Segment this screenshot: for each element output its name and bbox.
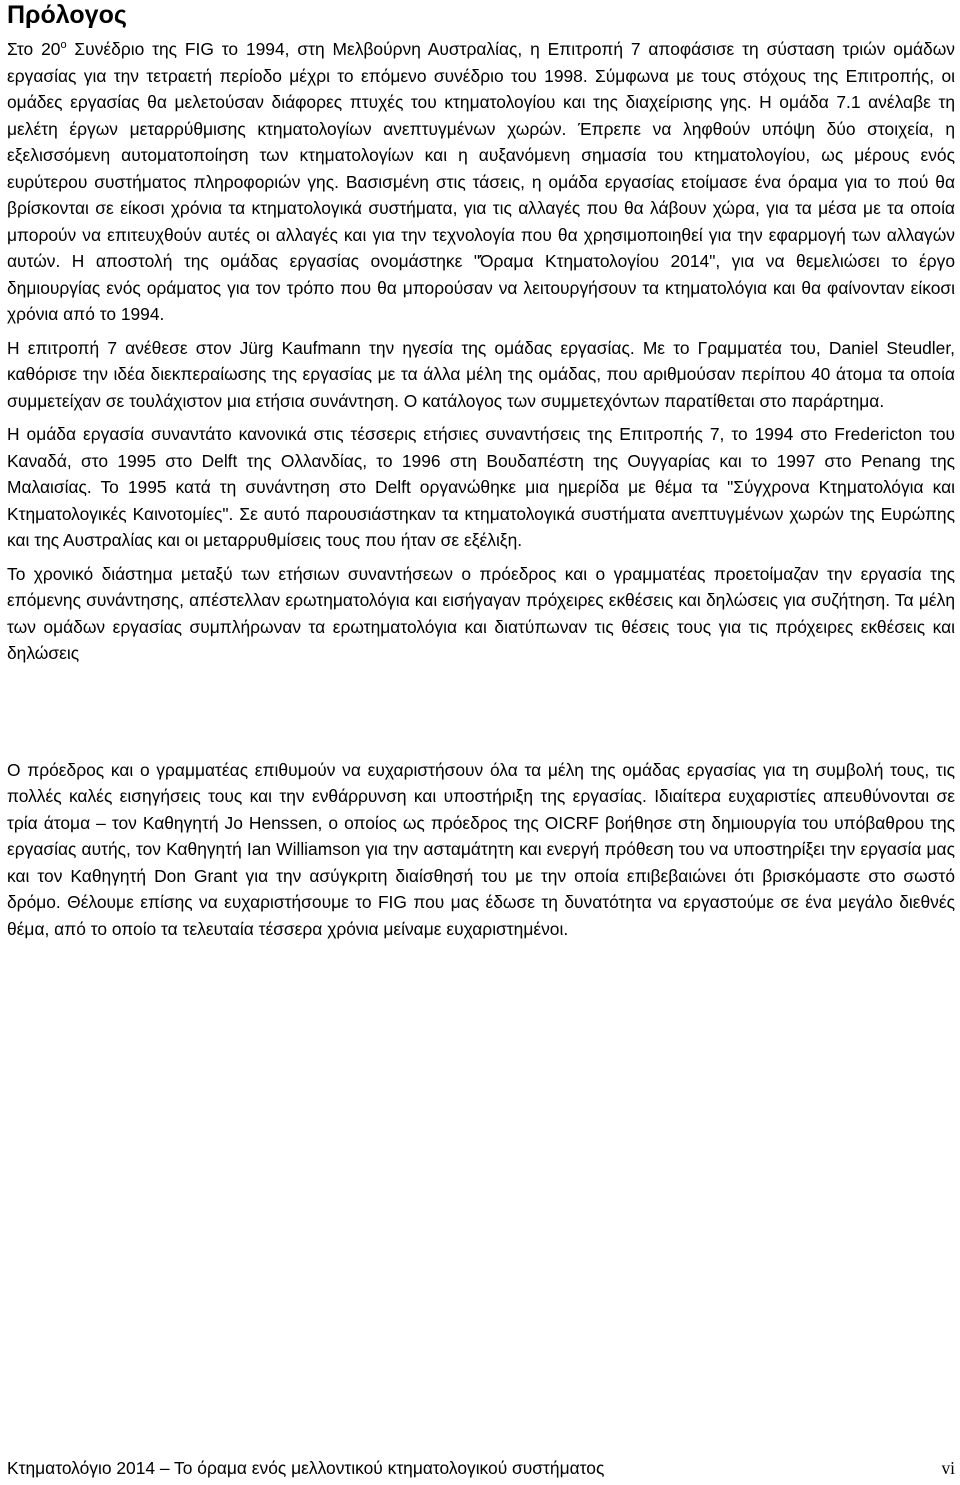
page-number: vi	[941, 1458, 955, 1478]
paragraph-acknowledgements: Ο πρόεδρος και ο γραμματέας επιθυμούν να ευχαριστήσουν όλα τα μέλη της ομάδας εργασίας για τη συμβολή τους, τις πολλές καλές εισηγήσεις τους και την ενθάρρυνση και υποστήριξη της εργασίας. Ιδιαίτερα ευχαριστίες απευθύνονται σε τρία άτομα – τον Καθηγητή Jo Henssen, ο οποίος ως πρόεδρος της OICRF βοήθησε στη δημιουργία του υπόβαθρου της εργασίας αυτής, τον Καθηγητή Ian Williamson για την ασταμάτητη και ενεργή πρόθεση του να υποστηρίξει την εργασία μας και τον Καθηγητή Don Grant για την ασύγκριτη διαίσθησή του με την οποία επιβεβαιώνει ότι βρισκόμαστε στο σωστό δρόμο. Θέλουμε επίσης να ευχαριστήσουμε το FIG που μας έδωσε τη δυνατότητα να εργαστούμε σε ένα μεγάλο διεθνές θέμα, από το οποίο τα τελευταία τέσσερα χρόνια μείναμε ευχαριστημένοι.	[7, 759, 955, 939]
document-page	[7, 0, 955, 942]
paragraph-meetings: Η ομάδα εργασία συναντάτο κανονικά στις τέσσερις ετήσιες συναντήσεις της Επιτροπής 7, το 1994 στο Fredericton του Καναδά, στο 1995 στο Delft της Ολλανδίας, το 1996 στη Βουδαπέστη της Ουγγαρίας και το 1997 στο Penang της Μαλαισίας. Το 1995 κατά τη συνάντηση στο Delft οργανώθηκε μια ημερίδα με θέμα τα "Σύγχρονα Κτηματολόγια και Κτηματολογικές Καινοτομίες". Σε αυτό παρουσιάστηκαν τα κτηματολογικά συστήματα ανεπτυγμένων χωρών της Ευρώπης και της Αυστραλίας και οι μεταρρυθμίσεις τους που ήταν σε εξέλιξη.	[7, 424, 955, 550]
paragraph-leadership: Η επιτροπή 7 ανέθεσε στον Jürg Kaufmann την ηγεσία της ομάδας εργασίας. Με το Γραμματέα του, Daniel Steudler, καθόρισε την ιδέα διεκπεραίωσης της εργασίας με τα άλλα μέλη της ομάδας, που αριθμούσαν περίπου 40 άτομα τα οποία συμμετείχαν σε τουλάχιστον μια ετήσια συνάντηση. Ο κατάλογος των συμμετεχόντων παρατίθεται στο παράρτημα.	[7, 337, 955, 411]
footer-title: Κτηματολόγιο 2014 – Το όραμα ενός μελλοντικού κτηματολογικού συστήματος	[7, 1458, 605, 1478]
paragraph-intro	[7, 36, 955, 328]
page-footer	[7, 1458, 955, 1478]
paragraph-intro-start: Στο 20	[7, 39, 61, 59]
paragraph-intro-rest: Συνέδριο της FIG το 1994, στη Μελβούρνη Αυστραλίας, η Επιτροπή 7 αποφάσισε τη σύσταση τριών ομάδων εργασίας για την τετραετή περίοδο μέχρι το επόμενο συνέδριο του 1998. Σύμφωνα με τους στόχους της Επιτροπής, οι ομάδες εργασίας θα μελετούσαν διάφορες πτυχές του κτηματολογίου και της διαχείρισης γης. Η ομάδα 7.1 ανέλαβε τη μελέτη έργων μεταρρύθμισης κτηματολογίων ανεπτυγμένων χωρών. Έπρεπε να ληφθούν υπόψη δύο στοιχεία, η εξελισσόμενη αυτοματοποίηση των κτηματολογίων και η αυξανόμενη σημασία του κτηματολογίου, ως μέρους ενός ευρύτερου συστήματος πληροφοριών γης. Βασισμένη στις τάσεις, η ομάδα εργασίας ετοίμασε ένα όραμα για το πού θα βρίσκονται σε είκοσι χρόνια τα κτηματολογικά συστήματα, για τις αλλαγές που θα λάβουν χώρα, για τα μέσα με τα οποία μπορούν να επιτευχθούν αυτές οι αλλαγές και για την τεχνολογία που θα χρησιμοποιηθεί για την εφαρμογή των αλλαγών αυτών. Η αποστολή της ομάδας εργασίας ονομάστηκε "Όραμα Κτηματολογίου 2014", για να θεμελιώσει το έργο δημιουργίας ενός οράματος για τον τρόπο που θα μπορούσαν να λειτουργήσουν τα κτηματολόγια και θα φαίνονταν είκοσι χρόνια από το 1994.	[7, 39, 956, 324]
paragraph-interim-work: Το χρονικό διάστημα μεταξύ των ετήσιων συναντήσεων ο πρόεδρος και ο γραμματέας προετοίμαζαν την εργασία της επόμενης συνάντησης, απέστελλαν ερωτηματολόγια και εισήγαγαν πρόχειρες εκθέσεις και δηλώσεις για συζήτηση. Τα μέλη των ομάδων εργασίας συμπλήρωναν τα ερωτηματολόγια και διατύπωναν τις θέσεις τους για τις πρόχειρες εκθέσεις και δηλώσεις	[7, 563, 955, 663]
page-heading: Πρόλογος	[7, 1, 127, 29]
ordinal-superscript: ο	[60, 39, 67, 51]
